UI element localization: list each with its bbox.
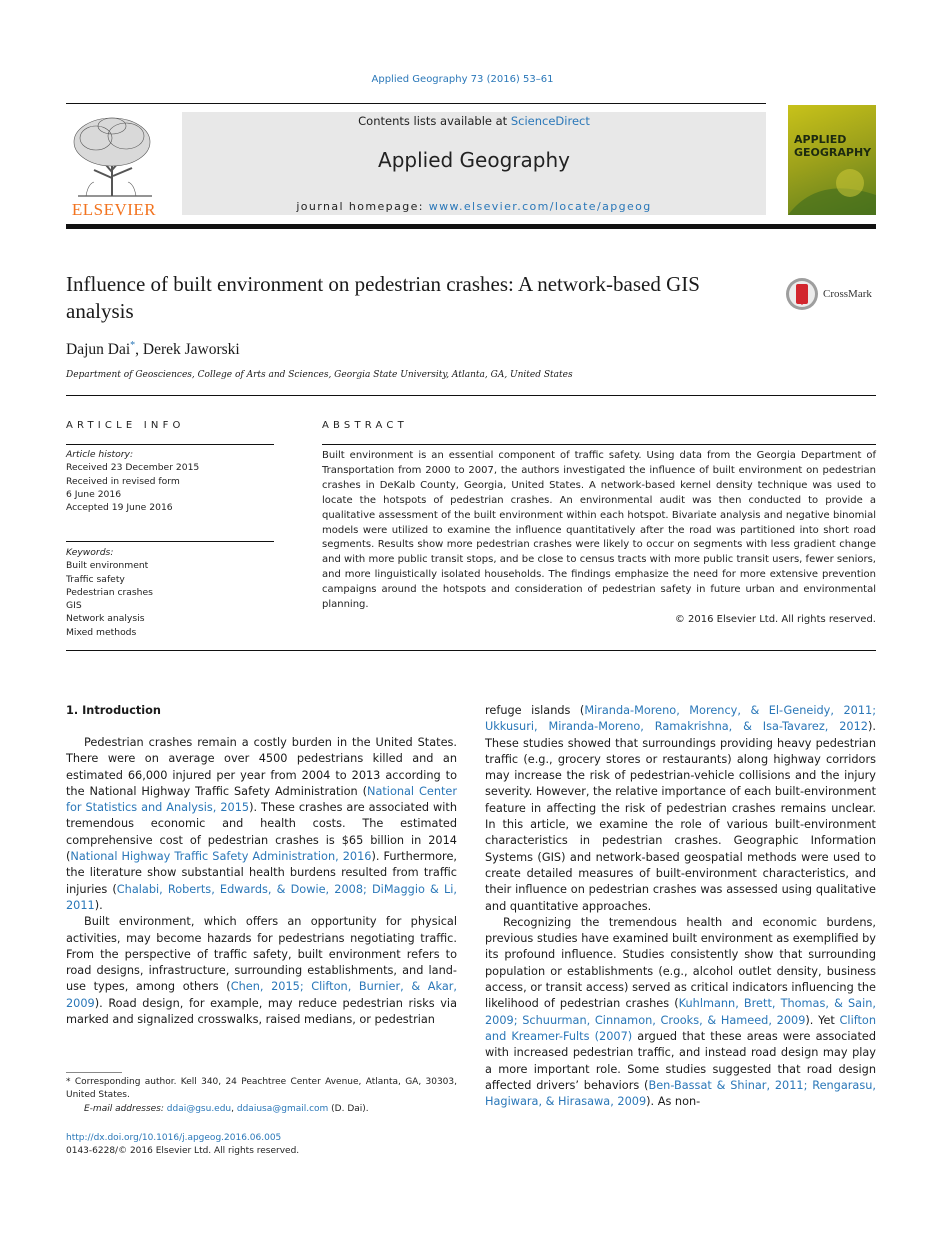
title-block-rule — [66, 395, 876, 396]
article-info-rule — [66, 444, 274, 445]
keywords-heading: Keywords: — [66, 547, 114, 558]
abstract-rule — [322, 444, 876, 445]
citation-link[interactable]: Clifton and Kreamer-Fults (2007) — [485, 1013, 876, 1043]
author-list — [66, 340, 240, 359]
citation-link[interactable]: National Center for Statistics and Analysis, 2015 — [66, 784, 457, 815]
author-dai[interactable]: Dajun Dai — [66, 341, 131, 359]
publisher-name: ELSEVIER — [71, 200, 157, 219]
journal-banner — [182, 112, 766, 215]
contents-prefix: Contents lists available at — [358, 114, 511, 128]
corresponding-author-mark[interactable]: * — [130, 340, 136, 351]
keyword: Network analysis — [66, 613, 145, 625]
email-suffix: (D. Dai). — [328, 1103, 369, 1114]
cover-title-line1: APPLIED — [794, 133, 847, 146]
paragraph-text: refuge islands ( — [485, 704, 585, 717]
crossmark-badge[interactable] — [785, 277, 872, 311]
paragraph-text: argued that these areas were associated with increased pedestrian traffic, and instead road design may play a more important role. Some studies suggested that road design affected drivers’ behaviors ( — [485, 1029, 877, 1092]
paragraph-text: Pedestrian crashes remain a costly burden in the United States. There were on average over 4500 pedestrians killed and an estimated 66,000 injured per year from 2004 to 2013 according to the National Highway Traffic Safety Administration ( — [66, 736, 457, 798]
author-jaworski[interactable]: Derek Jaworski — [142, 341, 240, 359]
intro-paragraph-1 — [66, 735, 457, 914]
keyword: Built environment — [66, 560, 149, 572]
email-line — [66, 1103, 457, 1116]
homepage-prefix: journal homepage: — [296, 200, 429, 213]
email-separator: , — [231, 1103, 237, 1114]
citation-link[interactable]: Ben-Bassat & Shinar, 2011; Rengarasu, Hagiwara, & Hirasawa, 2009 — [485, 1078, 876, 1109]
history-line: Received 23 December 2015 — [66, 462, 200, 474]
paragraph-text: ). As non- — [646, 1095, 701, 1109]
article-history-heading: Article history: — [66, 449, 134, 460]
crossmark-label: CrossMark — [823, 288, 872, 300]
intro-paragraph-4 — [485, 915, 876, 1111]
citation-link[interactable]: National Highway Traffic Safety Administration, 2016 — [70, 850, 372, 864]
history-line: 6 June 2016 — [66, 488, 122, 500]
intro-paragraph-3 — [485, 703, 876, 915]
header-top-rule — [66, 103, 766, 104]
keyword: Mixed methods — [66, 626, 137, 638]
paragraph-text: ). Road design, for example, may reduce pedestrian risks via marked and signalized crosswalks, raised medians, or pedestrian — [66, 996, 457, 1027]
keyword: GIS — [66, 600, 82, 612]
header-bottom-rule — [66, 224, 876, 229]
citation-link[interactable]: Chen, 2015; Clifton, Burnier, & Akar, 2009 — [66, 980, 457, 1010]
citation-link[interactable]: Miranda-Moreno, Morency, & El-Geneidy, 2011; Ukkusuri, Miranda-Moreno, Ramakrishna, & Isa-Tavarez, 2012 — [485, 704, 877, 734]
paragraph-text: ). These crashes are associated with tremendous economic and health costs. The estimated comprehensive cost of pedestrian crashes is $65 billion in 2014 ( — [66, 801, 457, 864]
keyword: Pedestrian crashes — [66, 586, 153, 598]
paragraph-text: ). Yet — [805, 1013, 840, 1027]
homepage-link[interactable]: www.elsevier.com/locate/apgeog — [428, 200, 652, 213]
paragraph-text: ). — [94, 898, 103, 912]
abstract-body — [322, 449, 876, 628]
intro-paragraph-2 — [66, 914, 457, 1028]
email-link[interactable]: ddai@gsu.edu — [166, 1103, 232, 1114]
footnote-rule — [66, 1072, 122, 1073]
paragraph-text: ). Furthermore, the literature show substantial health burdens resulted from traffic injuries ( — [66, 850, 457, 896]
article-info-label: ARTICLE INFO — [66, 420, 185, 431]
abstract-copyright: © 2016 Elsevier Ltd. All rights reserved. — [674, 613, 876, 625]
journal-title: Applied Geography — [378, 148, 570, 172]
abstract-bottom-rule — [66, 650, 876, 651]
crossmark-icon — [785, 277, 819, 311]
keywords-rule — [66, 541, 274, 542]
introduction-heading: 1. Introduction — [66, 704, 161, 717]
history-line: Accepted 19 June 2016 — [66, 502, 173, 514]
paragraph-text: ). These studies showed that surroundings providing heavy pedestrian traffic (e.g., grocery stores or restaurants) along highway corridors may increase the risk of pedestrian-vehicle collisions and the injury severity. However, the relative importance of each built-environment feature in affecting the risk of pedestrian crashes remains unclear. In this article, we examine the role of various built-environment characteristics in pedestrian crashes. Geographic Information Systems (GIS) and network-based geospatial methods were used to create detailed measures of built-environment characteristics, and their influence on pedestrian crashes was assessed using qualitative and quantitative approaches. — [485, 720, 876, 913]
homepage-line — [182, 200, 766, 213]
right-column — [485, 703, 876, 1110]
article-title: Influence of built environment on pedestrian crashes: A network-based GIS analysis — [66, 272, 700, 323]
keywords — [66, 546, 153, 639]
paragraph-text: Recognizing the tremendous health and economic burdens, previous studies have examined built environment as exemplified by its profound influence. Studies consistently show that surrounding population or establishments (e.g., alcohol outlet density, business access, or transit access) served as critical indicators influencing the likelihood of pedestrian crashes ( — [485, 915, 876, 1011]
citation-link[interactable]: Kuhlmann, Brett, Thomas, & Sain, 2009; Schuurman, Cinnamon, Crooks, & Hameed, 2009 — [485, 997, 876, 1027]
doi-link[interactable]: http://dx.doi.org/10.1016/j.apgeog.2016.06.005 — [66, 1133, 282, 1143]
cover-title-line2: GEOGRAPHY — [794, 146, 872, 159]
history-line: Received in revised form — [66, 475, 180, 487]
paragraph-text: Built environment, which offers an opportunity for physical activities, may become hazards for pedestrians negotiating traffic. From the perspective of traffic safety, built environment refers to road designs, infrastructure, surrounding establishments, and land-use types, among others ( — [66, 915, 457, 994]
corresponding-author-note: * Corresponding author. Kell 340, 24 Peachtree Center Avenue, Atlanta, GA, 30303, United States. — [66, 1077, 457, 1101]
email-link[interactable]: ddaiusa@gmail.com — [236, 1103, 329, 1114]
left-column — [66, 735, 457, 1028]
author-separator: , — [135, 341, 143, 359]
citation-link[interactable]: Chalabi, Roberts, Edwards, & Dowie, 2008; DiMaggio & Li, 2011 — [66, 882, 458, 912]
footnote — [66, 1076, 457, 1116]
abstract-label: ABSTRACT — [322, 420, 408, 431]
sciencedirect-link[interactable]: ScienceDirect — [510, 114, 590, 128]
cover-artwork — [788, 105, 876, 215]
contents-line — [182, 114, 766, 128]
keyword: Traffic safety — [66, 573, 125, 585]
abstract-text: Built environment is an essential component of traffic safety. Using data from the Georgia Department of Transportation from 2000 to 2007, the authors investigated the influence of built environment on pedestrian crashes in DeKalb County, Georgia, United States. A network-based kernel density technique was used to locate the hotspots of pedestrian crashes. An environmental audit was then conducted to provide a qualitative assessment of the built environment within each hotspot. Bivariate analysis and negative binomial models were utilized to examine the influence quantitatively after the road was partitioned into short road segments. Results show more pedestrian crashes were likely to occur on segments with less gradient change and with more public transit stops, and be close to census tracts with more public transit users, fewer seniors, and more linguistically isolated households. The findings emphasize the need for more extensive prevention campaigns around the hotspots and consideration of pedestrian safety in future urban and environmental planning. — [322, 450, 876, 611]
affiliation: Department of Geosciences, College of Arts and Sciences, Georgia State University, Atlanta, GA, United States — [66, 370, 573, 380]
doi-block — [66, 1132, 299, 1159]
email-label: E-mail addresses: — [84, 1103, 167, 1114]
journal-cover[interactable] — [788, 105, 876, 215]
article-history — [66, 448, 199, 514]
issn-copyright: 0143-6228/© 2016 Elsevier Ltd. All rights reserved. — [66, 1146, 300, 1157]
journal-reference[interactable]: Applied Geography 73 (2016) 53–61 — [371, 74, 554, 85]
